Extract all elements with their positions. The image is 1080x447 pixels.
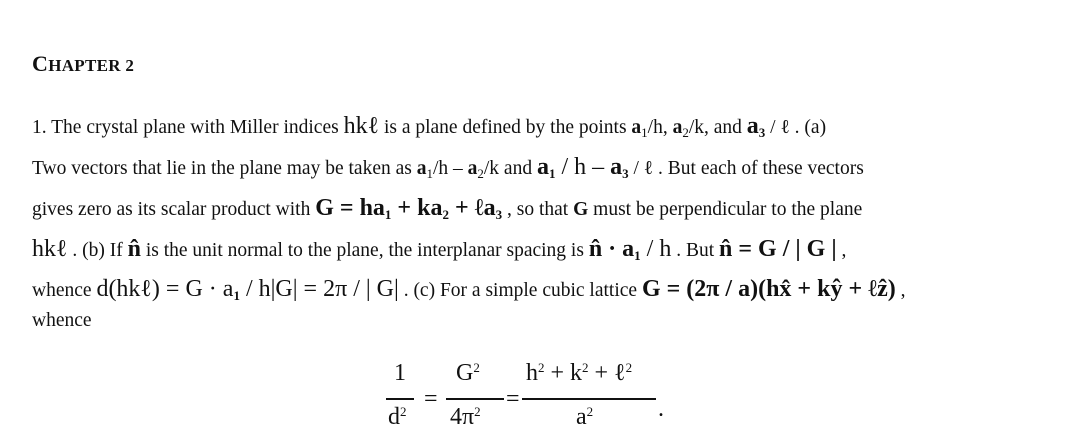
text: is the unit normal to the plane, the interplanar spacing is xyxy=(140,240,589,261)
text: 1. The crystal plane with Miller indices xyxy=(32,117,344,138)
vector-G: G xyxy=(573,199,589,220)
text: /k, and xyxy=(688,117,747,138)
subscript: 2 xyxy=(682,125,689,140)
denominator xyxy=(576,404,593,431)
numerator xyxy=(456,360,480,387)
math-G-expr: G = ha xyxy=(315,195,385,221)
math-hkl: hkℓ xyxy=(343,113,380,139)
vector-a3: a xyxy=(746,113,759,139)
subscript: 3 xyxy=(758,125,766,140)
text: , xyxy=(836,240,847,261)
equals-sign xyxy=(424,386,438,413)
heading-initial: C xyxy=(32,51,49,76)
math-text: . xyxy=(658,396,664,422)
text: . (c) For a simple cubic lattice xyxy=(398,280,642,301)
subscript: 2 xyxy=(477,166,484,181)
text-line-3 xyxy=(32,195,862,223)
math-text: = G · a xyxy=(159,276,234,302)
text: /k and xyxy=(483,158,537,179)
equals-sign xyxy=(506,386,520,413)
math-text: 4π xyxy=(450,404,475,430)
vector-a2: a xyxy=(467,158,478,179)
text: must be perpendicular to the plane xyxy=(588,199,863,220)
text: . But xyxy=(671,240,720,261)
display-equation xyxy=(380,360,700,445)
text: / ℓ . (a) xyxy=(765,117,827,138)
text: . (b) If xyxy=(67,240,128,261)
vector-a3: a xyxy=(610,154,623,180)
text: Two vectors that lie in the plane may be taken as xyxy=(32,158,417,179)
denominator xyxy=(450,404,481,431)
subscript: 1 xyxy=(634,248,641,263)
text: /h, xyxy=(647,117,673,138)
denominator xyxy=(388,404,407,431)
superscript: 2 xyxy=(538,360,545,375)
text: whence xyxy=(32,310,92,331)
subscript: 3 xyxy=(622,166,629,181)
text: whence xyxy=(32,280,97,301)
math-text: h xyxy=(526,360,538,386)
math-text: + ℓ xyxy=(588,360,626,386)
text: , so that xyxy=(502,199,574,220)
heading-rest: HAPTER 2 xyxy=(48,56,135,75)
text: /h – xyxy=(432,158,468,179)
text-line-6 xyxy=(32,310,92,332)
numerator xyxy=(526,360,632,387)
superscript: 2 xyxy=(400,404,407,419)
math-text: = xyxy=(424,386,438,412)
numerator xyxy=(394,360,406,387)
math-text: d xyxy=(388,404,400,430)
subscript: 3 xyxy=(495,207,503,222)
fraction-bar xyxy=(386,398,414,400)
text-line-5 xyxy=(32,276,906,304)
fraction-bar xyxy=(522,398,656,400)
vector-a2: a xyxy=(672,117,683,138)
subscript: 1 xyxy=(384,207,392,222)
math-G-expr: + ℓa xyxy=(448,195,496,221)
math-text: / h xyxy=(640,236,672,262)
subscript: 1 xyxy=(233,288,240,303)
unit-normal: n̂ xyxy=(127,236,141,262)
text-line-2 xyxy=(32,154,864,182)
text-line-4 xyxy=(32,236,846,264)
text-line-1 xyxy=(32,113,826,141)
subscript: 1 xyxy=(641,125,648,140)
subscript: 1 xyxy=(548,166,556,181)
text: is a plane defined by the points xyxy=(379,117,632,138)
superscript: 2 xyxy=(582,360,589,375)
subscript: 1 xyxy=(426,166,433,181)
math-text: 1 xyxy=(394,360,406,386)
math-text: / h – xyxy=(555,154,611,180)
vector-a1: a xyxy=(416,158,427,179)
math-text: = xyxy=(506,386,520,412)
math-n-expr: n̂ = G / | G | xyxy=(719,236,837,262)
math-G-cubic: G = (2π / a)(hx̂ + kŷ + ℓẑ) xyxy=(641,276,896,302)
math-text: / h|G| = 2π / | G| xyxy=(239,276,399,302)
superscript: 2 xyxy=(625,360,633,375)
math-hkl: hkℓ xyxy=(32,236,68,262)
subscript: 2 xyxy=(442,207,449,222)
math-text: G xyxy=(456,360,474,386)
fraction-bar xyxy=(446,398,504,400)
math-d-hkl: d(hkℓ) xyxy=(96,276,160,302)
math-text: + k xyxy=(544,360,583,386)
superscript: 2 xyxy=(473,360,480,375)
vector-a1: a xyxy=(536,154,549,180)
superscript: 2 xyxy=(586,404,594,419)
period xyxy=(658,396,664,423)
text: gives zero as its scalar product with xyxy=(32,199,316,220)
chapter-heading xyxy=(32,51,134,77)
superscript: 2 xyxy=(474,404,481,419)
text: / ℓ . But each of these vectors xyxy=(628,158,864,179)
vector-a1: a xyxy=(631,117,642,138)
math-text: a xyxy=(576,404,587,430)
math-G-expr: + ka xyxy=(391,195,443,221)
math-n-dot-a: n̂ · a xyxy=(588,236,635,262)
text: , xyxy=(895,280,906,301)
